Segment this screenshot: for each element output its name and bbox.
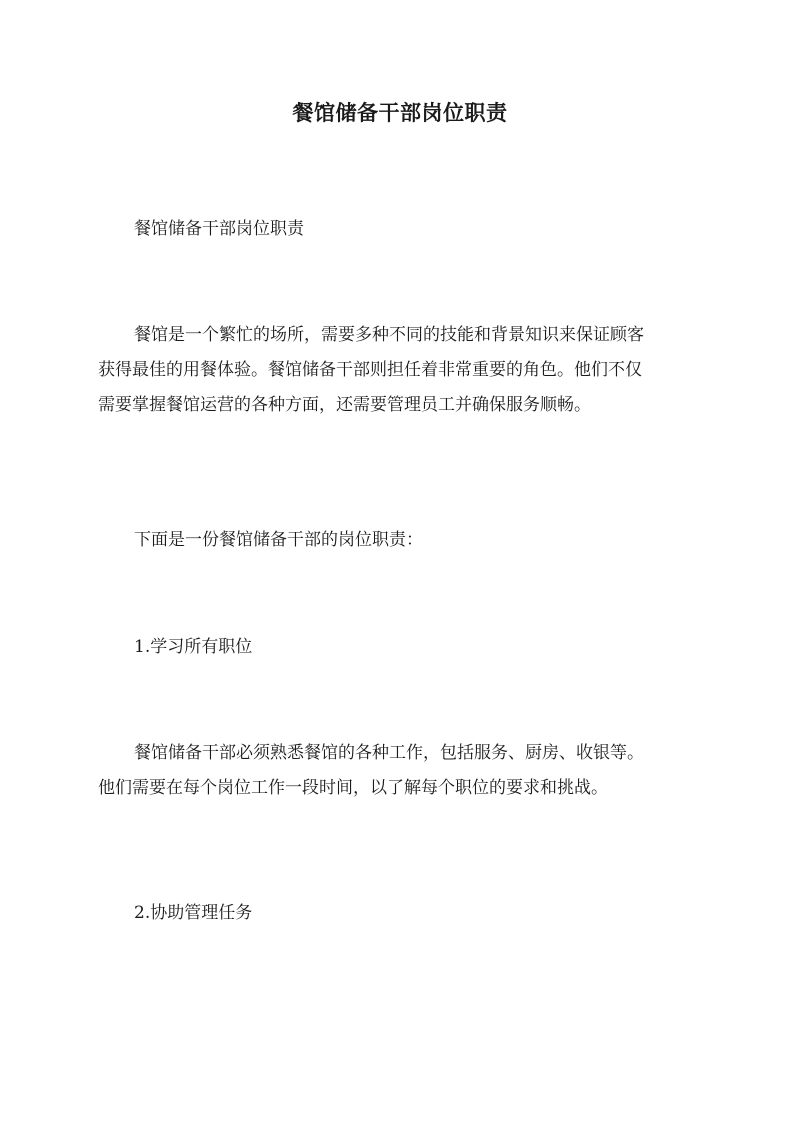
intro-paragraph xyxy=(98,318,704,423)
section-1-heading: 1.学习所有职位 xyxy=(134,637,253,657)
intro-line-3: 需要掌握餐馆运营的各种方面，还需要管理员工并确保服务顺畅。 xyxy=(98,395,591,415)
document-title: 餐馆储备干部岗位职责 xyxy=(292,100,508,125)
section-1-paragraph xyxy=(98,736,704,806)
document-subtitle: 餐馆储备干部岗位职责 xyxy=(134,219,304,239)
section-2-heading: 2.协助管理任务 xyxy=(134,903,253,923)
intro-line-2: 获得最佳的用餐体验。餐馆储备干部则担任着非常重要的角色。他们不仅 xyxy=(98,360,642,380)
intro-line-1: 餐馆是一个繁忙的场所，需要多种不同的技能和背景知识来保证顾客 xyxy=(134,325,644,345)
section-1-line-2: 他们需要在每个岗位工作一段时间，以了解每个职位的要求和挑战。 xyxy=(98,778,608,798)
lead-in-paragraph: 下面是一份餐馆储备干部的岗位职责： xyxy=(134,530,423,550)
section-1-line-1: 餐馆储备干部必须熟悉餐馆的各种工作，包括服务、厨房、收银等。 xyxy=(134,743,644,763)
